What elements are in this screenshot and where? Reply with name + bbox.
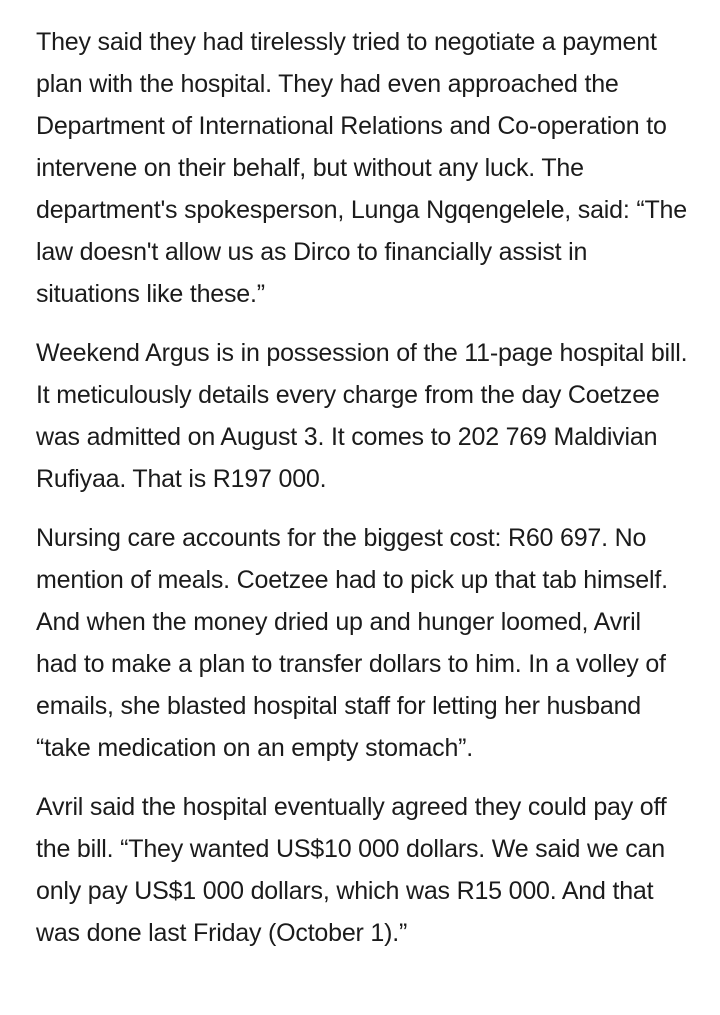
article-paragraph: Weekend Argus is in possession of the 11-page hospital bill. It meticulously details every charge from the day Coetzee was admitted on August 3. It comes to 202 769 Maldivian Rufiyaa. That is R197 000. bbox=[36, 339, 688, 493]
article-paragraph: They said they had tirelessly tried to negotiate a payment plan with the hospital. They had even approached the Department of International Relations and Co-operation to intervene on their behalf, but without any luck. The department's spokesperson, Lunga Ngqengelele, said: “The law doesn't allow us as Dirco to financially assist in situations like these.” bbox=[36, 28, 687, 308]
article-paragraph: Avril said the hospital eventually agreed they could pay off the bill. “They wanted US$10 000 dollars. We said we can only pay US$1 000 dollars, which was R15 000. And that was done last Friday (October 1).” bbox=[36, 793, 667, 947]
article-body bbox=[36, 21, 688, 971]
article-paragraph: Nursing care accounts for the biggest cost: R60 697. No mention of meals. Coetzee had to pick up that tab himself. And when the money dried up and hunger loomed, Avril had to make a plan to transfer dollars to him. In a volley of emails, she blasted hospital staff for letting her husband “take medication on an empty stomach”. bbox=[36, 524, 668, 762]
